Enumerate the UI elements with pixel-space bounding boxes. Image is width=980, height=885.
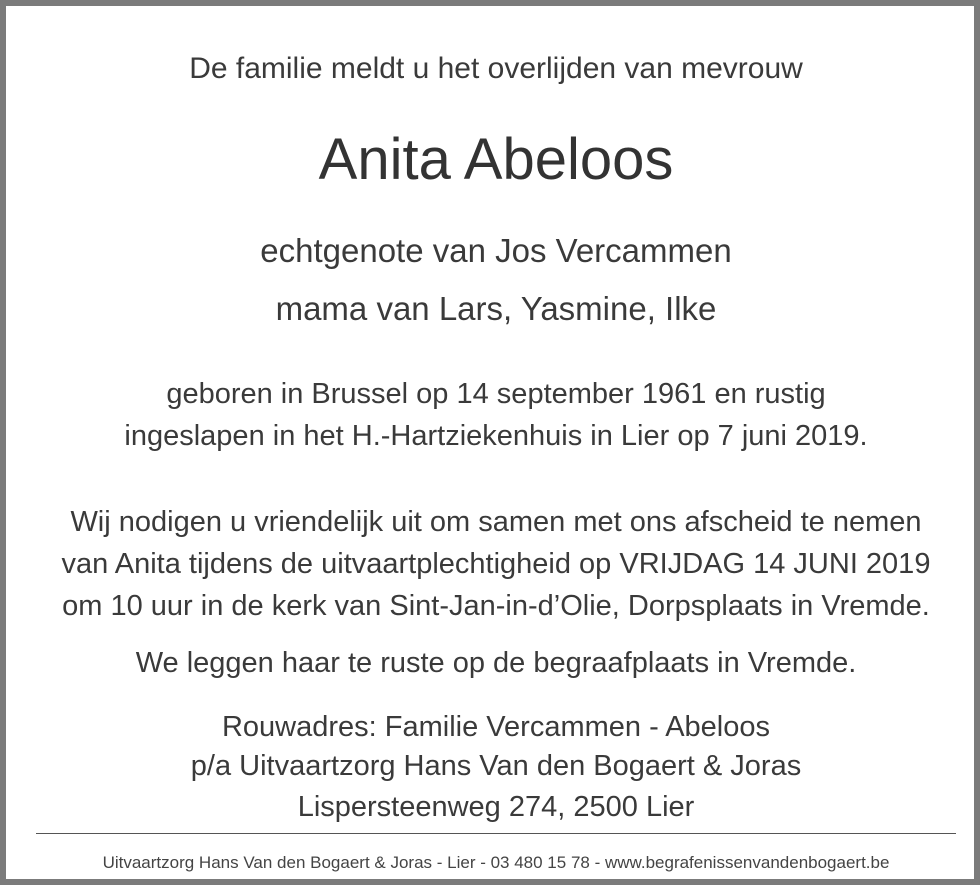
- invitation-line-1: Wij nodigen u vriendelijk uit om samen met ons afscheid te nemen: [70, 506, 922, 538]
- relation-children: mama van Lars, Yasmine, Ilke: [275, 290, 717, 327]
- funeral-home-footer: Uitvaartzorg Hans Van den Bogaert & Joras - Lier - 03 480 15 78 - www.begrafenissenvandenbogaert.be: [102, 853, 890, 872]
- address-line-2: p/a Uitvaartzorg Hans Van den Bogaert & Joras: [190, 750, 802, 782]
- deceased-name: Anita Abeloos: [318, 127, 674, 192]
- relation-spouse: echtgenote van Jos Vercammen: [260, 232, 732, 269]
- invitation-line-2: van Anita tijdens de uitvaartplechtigheid op VRIJDAG 14 JUNI 2019: [61, 548, 931, 580]
- address-line-1: Rouwadres: Familie Vercammen - Abeloos: [221, 711, 770, 743]
- intro-text: De familie meldt u het overlijden van mevrouw: [189, 52, 803, 85]
- invitation-line-3: om 10 uur in de kerk van Sint-Jan-in-d’Olie, Dorpsplaats in Vremde.: [62, 590, 930, 622]
- address-line-3: Lispersteenweg 274, 2500 Lier: [297, 791, 695, 823]
- footer-divider: [36, 833, 956, 834]
- burial-line: We leggen haar te ruste op de begraafplaats in Vremde.: [135, 647, 857, 679]
- death-line: ingeslapen in het H.-Hartziekenhuis in Lier op 7 juni 2019.: [124, 420, 868, 452]
- birth-line: geboren in Brussel op 14 september 1961 en rustig: [166, 378, 826, 410]
